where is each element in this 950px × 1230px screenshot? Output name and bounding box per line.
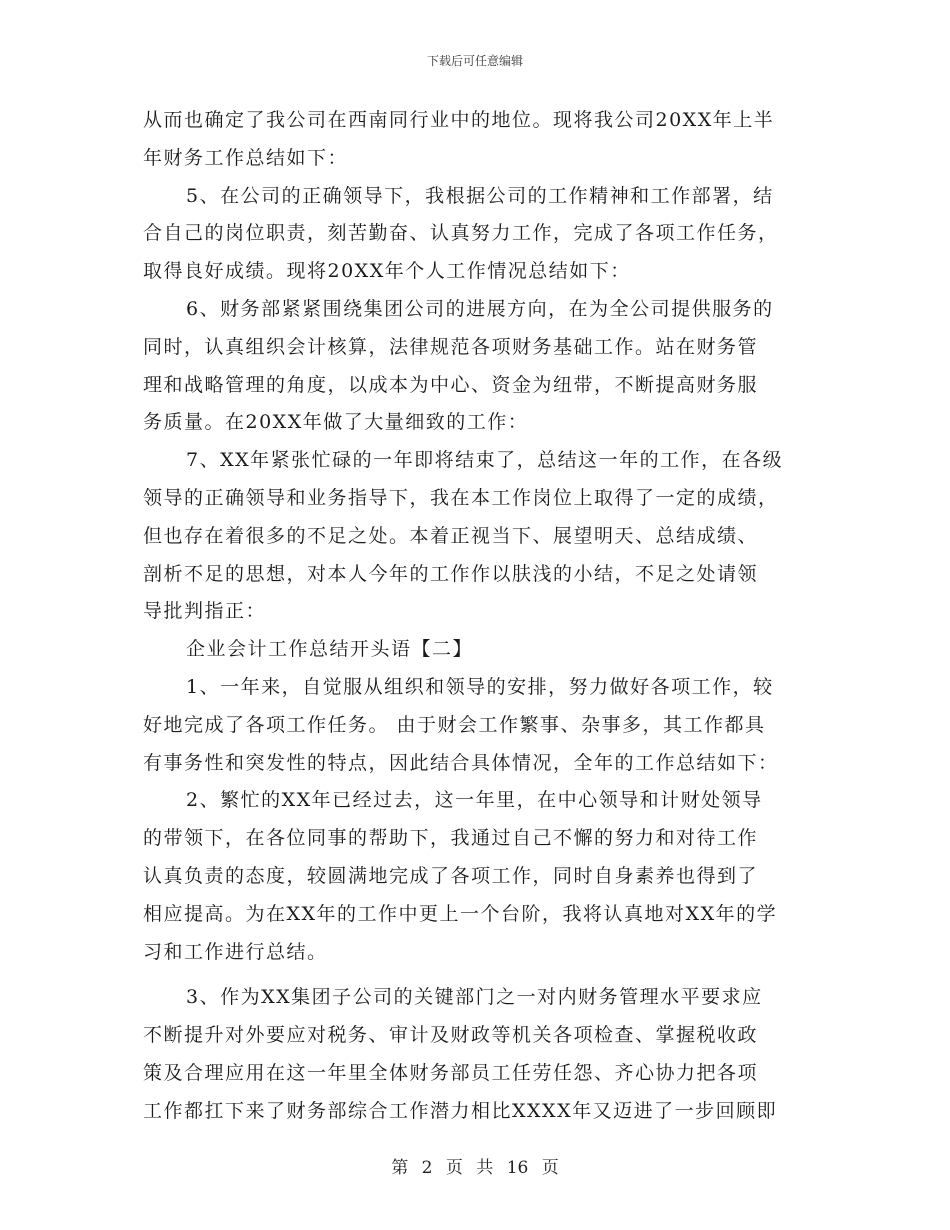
text-line: 但也存在着很多的不足之处。本着正视当下、展望明天、总结成绩、 [143,524,759,547]
text-line: 相应提高。为在XX年的工作中更上一个台阶，我将认真地对XX年的学 [143,902,778,925]
text-line: 合自己的岗位职责，刻苦勤奋、认真努力工作，完成了各项工作任务， [143,222,779,245]
text-line: 务质量。在20XX年做了大量细致的工作： [143,411,529,434]
text-line: 习和工作进行总结。 [143,940,328,963]
text-line: 领导的正确领导和业务指导下，我在本工作岗位上取得了一定的成绩， [143,486,779,509]
section-heading: 企业会计工作总结开头语【二】 [186,638,474,661]
text-line: 的带领下，在各位同事的帮助下，我通过自己不懈的努力和对待工作 [143,827,759,850]
paragraph-start: 7、XX年紧张忙碌的一年即将结束了，总结这一年的工作，在各级 [186,449,784,472]
text-line: 取得良好成绩。现将20XX年个人工作情况总结如下： [143,260,631,283]
text-line: 好地完成了各项工作任务。 由于财会工作繁事、杂事多，其工作都具 [143,713,766,736]
text-line: 有事务性和突发性的特点，因此结合具体情况，全年的工作总结如下： [143,751,779,774]
text-line: 认真负责的态度，较圆满地完成了各项工作，同时自身素养也得到了 [143,864,759,887]
text-line: 策及合理应用在这一年里全体财务部员工任劳任怨、齐心协力把各项 [143,1061,759,1084]
document-body [143,102,808,1131]
page-footer: 第 2 页 共 16 页 [391,1158,559,1178]
paragraph-start: 5、在公司的正确领导下，我根据公司的工作精神和工作部署，结 [186,184,774,207]
text-line: 剖析不足的思想，对本人今年的工作作以肤浅的小结，不足之处请领 [143,562,759,585]
text-line: 同时，认真组织会计核算，法律规范各项财务基础工作。站在财务管 [143,335,759,358]
text-line: 理和战略管理的角度，以成本为中心、资金为纽带，不断提高财务服 [143,373,759,396]
page-header: 下载后可任意编辑 [426,54,523,68]
paragraph-start: 3、作为XX集团子公司的关键部门之一对内财务管理水平要求应 [186,986,763,1009]
text-line: 导批判指正： [143,600,267,623]
paragraph-start: 6、财务部紧紧围绕集团公司的进展方向，在为全公司提供服务的 [186,297,774,320]
text-line: 年财务工作总结如下： [143,146,349,169]
text-line: 从而也确定了我公司在西南同行业中的地位。现将我公司20XX年上半 [143,109,775,131]
paragraph-start: 1、一年来，自觉服从组织和领导的安排，努力做好各项工作，较 [186,675,774,698]
paragraph-start: 2、繁忙的XX年已经过去，这一年里，在中心领导和计财处领导 [186,789,763,812]
text-line: 不断提升对外要应对税务、审计及财政等机关各项检查、掌握税收政 [143,1024,759,1047]
text-line: 工作都扛下来了财务部综合工作潜力相比XXXX年又迈进了一步回顾即 [143,1099,778,1122]
